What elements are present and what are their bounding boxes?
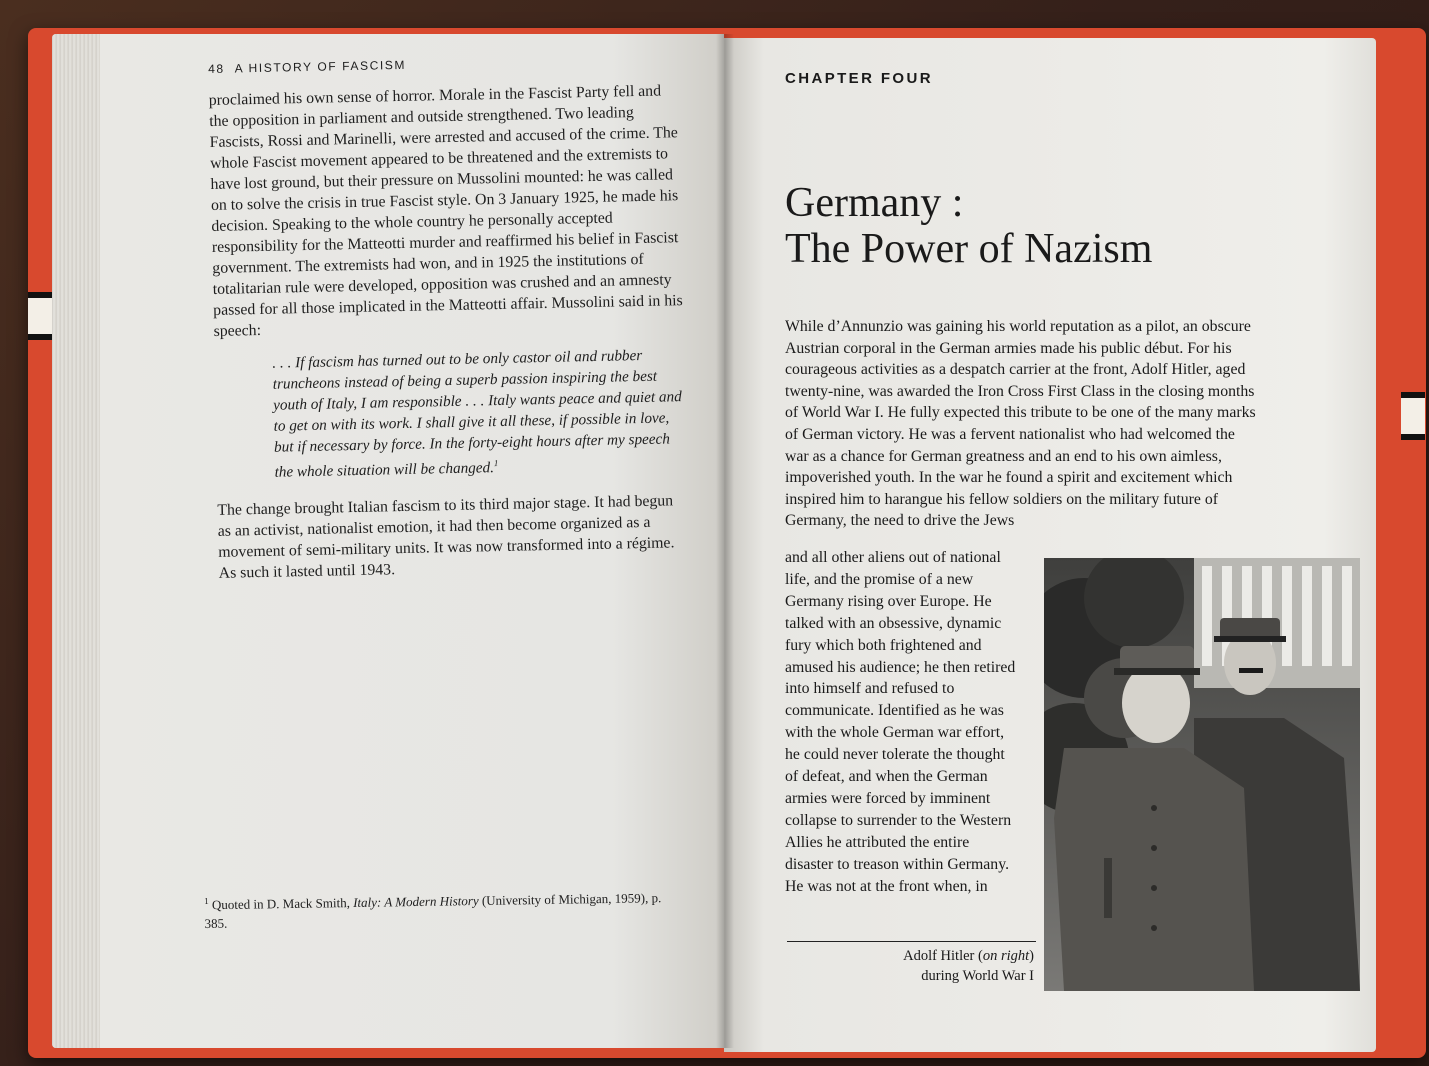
chapter-label: CHAPTER FOUR [785, 70, 933, 87]
running-head-title: A HISTORY OF FASCISM [234, 57, 407, 76]
block-quote [272, 344, 687, 483]
caption-name: Adolf Hitler ( [903, 948, 983, 964]
chapter-title-line-2: The Power of Nazism [785, 226, 1153, 272]
photo-image [1044, 558, 1360, 991]
caption-line-2: during World War I [921, 968, 1034, 984]
footnote-number: 1 [204, 895, 209, 906]
photo-caption [787, 946, 1034, 986]
caption-italic: on right [982, 948, 1030, 964]
paragraph-2: The change brought Italian fascism to its third major stage. It had begun as an activist, nationalist emotion, it had then become organized as a movement of semi-military units. It was now transformed into a régime. As such it lasted until 1943. [217, 492, 675, 582]
quote-footnote-ref: 1 [493, 458, 499, 469]
chapter-title-line-1: Germany : [785, 180, 964, 226]
cover-stripe-left [28, 292, 52, 340]
footnote [204, 885, 681, 934]
caption-rule [787, 941, 1036, 942]
chapter-paragraph-wrap: and all other aliens out of national life, and the promise of a new Germany rising over Europe. He talked with an obsessive, dynamic fury which both frightened and amused his audience; he then retired into himself and refused to communicate. Identified as he was with the whole German war effort, he could never tolerate the thought of defeat, and when the German armies were forced by imminent collapse to surrender to the Western Allies he attributed the entire disaster to treason within Germany. He was not at the front when, in [785, 549, 1016, 895]
footnote-prefix: Quoted in D. Mack Smith, [211, 894, 354, 913]
quote-text: . . . If fascism has turned out to be only castor oil and rubber truncheons instead of being a superb passion inspiring the best youth of Italy, I am responsible . . . Italy wants peace and quiet and to get on with its work. I shall give it all these, if possible in love, but if necessary by force. In the forty-eight hours after my speech the whole situation will be changed. [272, 346, 682, 481]
footnote-suffix: (University of Michigan, 1959), p. 385. [204, 890, 662, 932]
chapter-paragraph-text: While d’Annunzio was gaining his world reputation as a pilot, an obscure Austrian corporal in the German armies made his public début. For his courageous activities as a despatch carrier at the front, Adolf Hitler, aged twenty-nine, was awarded the Iron Cross First Class in the closing months of World War I. He fully expected this tribute to be one of the many marks of German victory. He was a fervent nationalist who had welcomed the war as a chance for German greatness and an end to his own aimless, impoverished youth. In the war he found a spirit and excitement which inspired him to harangue his fellow soldiers on the military future of Germany, the need to drive the Jews [785, 318, 1256, 530]
chapter-paragraph [785, 316, 1260, 532]
cover-stripe-right [1401, 392, 1425, 440]
page-edges [52, 34, 100, 1048]
page-number: 48 [208, 61, 225, 76]
chapter-title [785, 180, 1152, 272]
right-page-content [785, 70, 1260, 895]
paragraph-1: proclaimed his own sense of horror. Morale in the Fascist Party fell and the opposition in parliament and outside strengthened. Two leading Fascists, Rossi and Marinelli, were arrested and accused of the crime. The whole Fascist movement appeared to be threatened and the extremists to have lost ground, but their pressure on Mussolini mounted: he was called on to solve the crisis in true Fascist style. On 3 January 1925, he made his decision. Speaking to the whole country he personally accepted responsibility for the Matteotti murder and reaffirmed his belief in Fascist government. The extremists had won, and in 1925 the institutions of totalitarian rule were developed, opposition was crushed and an amnesty passed for all those implicated in the Matteotti affair. Mussolini said in his speech: [208, 82, 683, 340]
caption-close: ) [1029, 948, 1034, 964]
soldiers-photo [1044, 558, 1360, 991]
left-page-content [208, 52, 689, 584]
book-gutter [716, 34, 734, 1048]
footnote-title: Italy: A Modern History [353, 893, 479, 910]
